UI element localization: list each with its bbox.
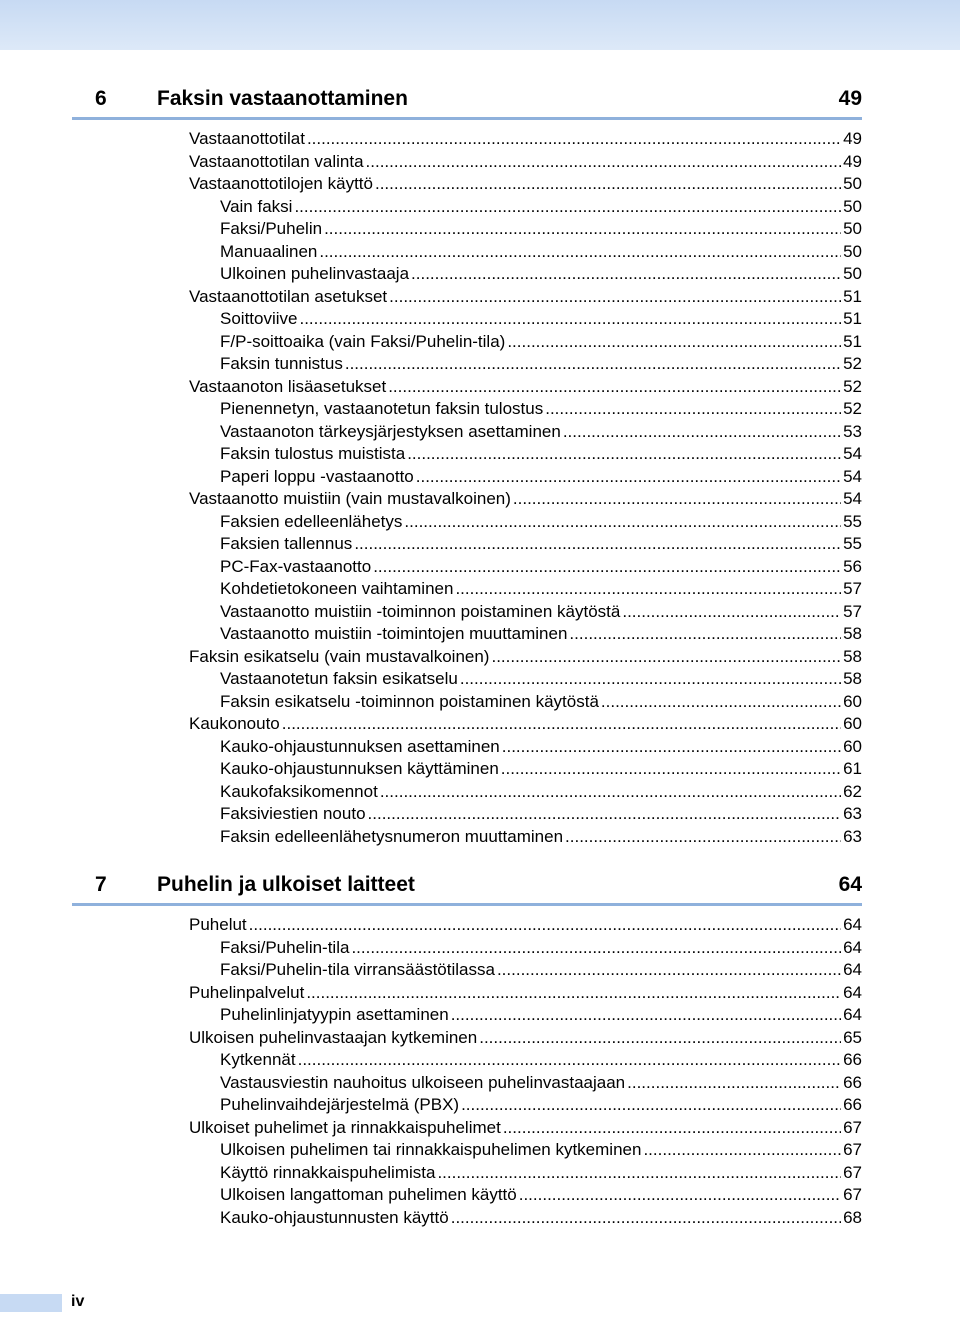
toc-entry-page: 54	[843, 489, 862, 508]
chapter-title: Puhelin ja ulkoiset laitteet	[157, 873, 415, 896]
toc-entry[interactable]	[189, 466, 862, 489]
toc-entry-page: 54	[843, 444, 862, 463]
dot-leader	[627, 1072, 841, 1095]
toc-entry-title: Ulkoisen puhelinvastaajan kytkeminen	[189, 1027, 478, 1047]
toc-entry[interactable]	[189, 556, 862, 579]
toc-entry-title: Faksi/Puhelin-tila virransäästötilassa	[220, 960, 495, 979]
toc-entry-title: Vastaanotto muistiin -toimintojen muuttaminen	[220, 624, 568, 643]
dot-leader	[388, 376, 841, 399]
dot-leader	[282, 713, 841, 736]
dot-leader	[460, 668, 841, 691]
toc-entry[interactable]	[189, 736, 862, 759]
toc-entry-title: PC-Fax-vastaanotto	[220, 556, 372, 576]
toc-entry-page: 67	[843, 1117, 862, 1137]
toc-entry[interactable]	[189, 286, 862, 309]
toc-entry-page: 49	[843, 151, 862, 171]
dot-leader	[306, 982, 841, 1005]
toc-entry[interactable]	[189, 263, 862, 286]
dot-leader	[368, 803, 842, 826]
toc-entry[interactable]	[189, 128, 862, 151]
toc-entry[interactable]	[189, 173, 862, 196]
toc-entry-title: Soittoviive	[220, 309, 298, 328]
toc-entry[interactable]	[189, 308, 862, 331]
dot-leader	[345, 353, 841, 376]
toc-entry-title: Vastaanottotilojen käyttö	[189, 174, 373, 193]
chapter-number: 7	[95, 873, 107, 896]
toc-entry-title: Ulkoinen puhelinvastaaja	[220, 264, 410, 283]
dot-leader	[643, 1139, 841, 1162]
toc-entry-page: 64	[843, 915, 862, 934]
toc-entry-title: Vastaanottotilan valinta	[189, 151, 364, 171]
toc-entry[interactable]	[189, 241, 862, 264]
toc-entry-page: 67	[843, 1140, 862, 1159]
toc-entry[interactable]	[189, 533, 862, 556]
toc-entry-page: 63	[843, 826, 862, 846]
dot-leader	[407, 443, 841, 466]
toc-entry[interactable]	[189, 1139, 862, 1162]
toc-entry[interactable]	[189, 196, 862, 219]
toc-entry-page: 64	[843, 1005, 862, 1024]
toc-entry-title: Manuaalinen	[220, 241, 318, 261]
dot-leader	[569, 623, 841, 646]
toc-entry-title: Faksin esikatselu -toiminnon poistaminen käytöstä	[220, 691, 599, 711]
toc-entry-page: 56	[843, 556, 862, 576]
dot-leader	[601, 691, 841, 714]
chapter-7	[72, 871, 862, 1227]
toc-entries	[189, 128, 862, 848]
footer-band	[0, 1294, 62, 1312]
toc-entry[interactable]	[189, 1004, 862, 1027]
dot-leader	[491, 646, 841, 669]
toc-entry[interactable]	[189, 1162, 862, 1185]
toc-entry[interactable]	[189, 713, 862, 736]
toc-entry-title: Faksien tallennus	[220, 534, 353, 553]
dot-leader	[319, 241, 841, 264]
dot-leader	[324, 218, 841, 241]
dot-leader	[366, 151, 842, 174]
toc-entry-title: Vastausviestin nauhoitus ulkoiseen puhelinvastaajaan	[220, 1072, 626, 1092]
toc-entry-page: 60	[843, 736, 862, 756]
chapter-page: 64	[838, 873, 862, 896]
dot-leader	[622, 601, 841, 624]
toc-entry-page: 50	[843, 196, 862, 216]
toc-entry-page: 67	[843, 1185, 862, 1204]
toc-entry-title: Faksin tulostus muistista	[220, 444, 406, 463]
toc-entry-page: 51	[843, 309, 862, 328]
dot-leader	[501, 758, 841, 781]
toc-entry[interactable]	[189, 218, 862, 241]
toc-entry-title: Puhelinpalvelut	[189, 982, 305, 1002]
dot-leader	[437, 1162, 841, 1185]
toc-entry-page: 49	[843, 129, 862, 148]
toc-entry[interactable]	[189, 151, 862, 174]
dot-leader	[451, 1207, 841, 1230]
chapter-heading	[72, 871, 862, 906]
dot-leader	[389, 286, 841, 309]
toc-entry[interactable]	[189, 353, 862, 376]
chapter-6	[72, 85, 862, 846]
toc-entry-page: 50	[843, 264, 862, 283]
toc-entry-title: Vastaanotto muistiin -toiminnon poistaminen käytöstä	[220, 601, 621, 621]
toc-entry-page: 66	[843, 1095, 862, 1114]
toc-entry-page: 64	[843, 982, 862, 1002]
page-number: iv	[71, 1293, 85, 1310]
header-band	[0, 0, 960, 50]
toc-entry-title: Pienennetyn, vastaanotetun faksin tulostus	[220, 399, 544, 418]
toc-entry-page: 51	[843, 331, 862, 351]
toc-entry-page: 55	[843, 511, 862, 531]
toc-entry[interactable]	[189, 578, 862, 601]
toc-entry[interactable]	[189, 1049, 862, 1072]
toc-entry[interactable]	[189, 982, 862, 1005]
toc-entry-title: Vastaanottotilan asetukset	[189, 286, 388, 306]
dot-leader	[497, 959, 841, 982]
toc-entry[interactable]	[189, 826, 862, 849]
toc-entry[interactable]	[189, 421, 862, 444]
toc-entry[interactable]	[189, 691, 862, 714]
toc-entry-page: 57	[843, 579, 862, 598]
dot-leader	[451, 1004, 841, 1027]
dot-leader	[455, 578, 841, 601]
toc-entry[interactable]	[189, 758, 862, 781]
toc-entry-page: 54	[843, 466, 862, 486]
dot-leader	[298, 1049, 841, 1072]
toc-entry-title: Vastaanoton tärkeysjärjestyksen asettaminen	[220, 421, 561, 441]
dot-leader	[507, 331, 841, 354]
toc-entries	[189, 914, 862, 1229]
dot-leader	[294, 196, 841, 219]
toc-entry-title: Faksien edelleenlähetys	[220, 511, 403, 531]
toc-entry-page: 64	[843, 937, 862, 957]
dot-leader	[479, 1027, 841, 1050]
toc-entry-page: 50	[843, 219, 862, 238]
toc-entry[interactable]	[189, 443, 862, 466]
toc-entry[interactable]	[189, 781, 862, 804]
toc-entry-page: 60	[843, 714, 862, 733]
toc-entry-page: 53	[843, 421, 862, 441]
dot-leader	[299, 308, 841, 331]
toc-entry-page: 55	[843, 534, 862, 553]
toc-entry-page: 66	[843, 1072, 862, 1092]
dot-leader	[411, 263, 841, 286]
toc-entry-title: Faksin edelleenlähetysnumeron muuttaminen	[220, 826, 564, 846]
dot-leader	[307, 128, 841, 151]
toc-entry-title: Puhelinvaihdejärjestelmä (PBX)	[220, 1095, 460, 1114]
toc-entry-page: 61	[843, 759, 862, 778]
toc-entry-page: 64	[843, 960, 862, 979]
toc-entry[interactable]	[189, 331, 862, 354]
toc-entry[interactable]	[189, 376, 862, 399]
toc-entry[interactable]	[189, 803, 862, 826]
toc-entry-title: Vastaanoton lisäasetukset	[189, 376, 387, 396]
toc-entry-title: Faksin esikatselu (vain mustavalkoinen)	[189, 646, 490, 666]
toc-entry-title: Kohdetietokoneen vaihtaminen	[220, 579, 454, 598]
chapter-number: 6	[95, 87, 107, 110]
toc-entry-title: Vastaanotetun faksin esikatselu	[220, 669, 458, 688]
dot-leader	[354, 533, 841, 556]
toc-entry-title: Kauko-ohjaustunnuksen asettaminen	[220, 736, 500, 756]
toc-entry-page: 50	[843, 241, 862, 261]
dot-leader	[545, 398, 841, 421]
chapter-heading	[72, 85, 862, 120]
toc-entry[interactable]	[189, 1184, 862, 1207]
dot-leader	[502, 736, 841, 759]
toc-entry-title: Ulkoiset puhelimet ja rinnakkaispuhelimet	[189, 1117, 501, 1137]
toc-entry-title: Käyttö rinnakkaispuhelimista	[220, 1162, 436, 1182]
toc-entry-title: F/P-soittoaika (vain Faksi/Puhelin-tila)	[220, 331, 506, 351]
toc-entry[interactable]	[189, 959, 862, 982]
toc-entry[interactable]	[189, 511, 862, 534]
toc-entry-title: Vastaanotto muistiin (vain mustavalkoinen)	[189, 489, 511, 508]
toc-entry-title: Kauko-ohjaustunnusten käyttö	[220, 1207, 449, 1227]
chapter-page: 49	[838, 87, 862, 110]
toc-entry[interactable]	[189, 488, 862, 511]
toc-entry-title: Faksi/Puhelin-tila	[220, 937, 350, 957]
toc-entry-page: 52	[843, 354, 862, 373]
toc-entry-page: 52	[843, 399, 862, 418]
toc-entry-page: 63	[843, 804, 862, 823]
toc-entry-title: Ulkoisen langattoman puhelimen käyttö	[220, 1185, 517, 1204]
toc-entry[interactable]	[189, 1072, 862, 1095]
toc-entry-title: Kytkennät	[220, 1050, 296, 1069]
toc-entry-page: 52	[843, 376, 862, 396]
toc-entry[interactable]	[189, 668, 862, 691]
dot-leader	[519, 1184, 841, 1207]
toc-entry-page: 58	[843, 669, 862, 688]
toc-entry-page: 51	[843, 286, 862, 306]
toc-entry[interactable]	[189, 1027, 862, 1050]
dot-leader	[563, 421, 841, 444]
dot-leader	[461, 1094, 841, 1117]
dot-leader	[416, 466, 841, 489]
toc-entry-page: 58	[843, 624, 862, 643]
dot-leader	[249, 914, 841, 937]
toc-entry-title: Paperi loppu -vastaanotto	[220, 466, 414, 486]
toc-entry-title: Kaukofaksikomennot	[220, 781, 378, 801]
dot-leader	[404, 511, 841, 534]
dot-leader	[380, 781, 841, 804]
toc-entry-title: Faksiviestien nouto	[220, 804, 366, 823]
toc-entry-page: 58	[843, 646, 862, 666]
dot-leader	[351, 937, 841, 960]
toc-entry-page: 50	[843, 174, 862, 193]
toc-entry-title: Faksin tunnistus	[220, 354, 343, 373]
toc-entry-page: 65	[843, 1027, 862, 1047]
toc-entry[interactable]	[189, 1117, 862, 1140]
toc-entry-title: Faksi/Puhelin	[220, 219, 323, 238]
dot-leader	[503, 1117, 841, 1140]
toc-entry-title: Puhelinlinjatyypin asettaminen	[220, 1005, 449, 1024]
toc-entry-title: Vastaanottotilat	[189, 129, 305, 148]
toc-entry[interactable]	[189, 623, 862, 646]
toc-entry-page: 57	[843, 601, 862, 621]
toc-entry[interactable]	[189, 646, 862, 669]
toc-entry-title: Puhelut	[189, 915, 247, 934]
toc-entry-title: Kaukonouto	[189, 714, 280, 733]
chapter-title: Faksin vastaanottaminen	[157, 87, 408, 110]
toc-entry-page: 60	[843, 691, 862, 711]
dot-leader	[373, 556, 841, 579]
toc-entry-page: 66	[843, 1050, 862, 1069]
toc-entry[interactable]	[189, 937, 862, 960]
toc-entry[interactable]	[189, 601, 862, 624]
toc-entry-page: 67	[843, 1162, 862, 1182]
toc-entry[interactable]	[189, 398, 862, 421]
toc-entry-title: Vain faksi	[220, 196, 293, 216]
toc-entry[interactable]	[189, 1094, 862, 1117]
toc-entry-page: 62	[843, 781, 862, 801]
toc-entry-title: Kauko-ohjaustunnuksen käyttäminen	[220, 759, 499, 778]
toc-entry[interactable]	[189, 914, 862, 937]
toc-entry-page: 68	[843, 1207, 862, 1227]
dot-leader	[375, 173, 841, 196]
dot-leader	[513, 488, 841, 511]
toc-entry[interactable]	[189, 1207, 862, 1230]
toc-entry-title: Ulkoisen puhelimen tai rinnakkaispuhelimen kytkeminen	[220, 1140, 642, 1159]
dot-leader	[565, 826, 841, 849]
